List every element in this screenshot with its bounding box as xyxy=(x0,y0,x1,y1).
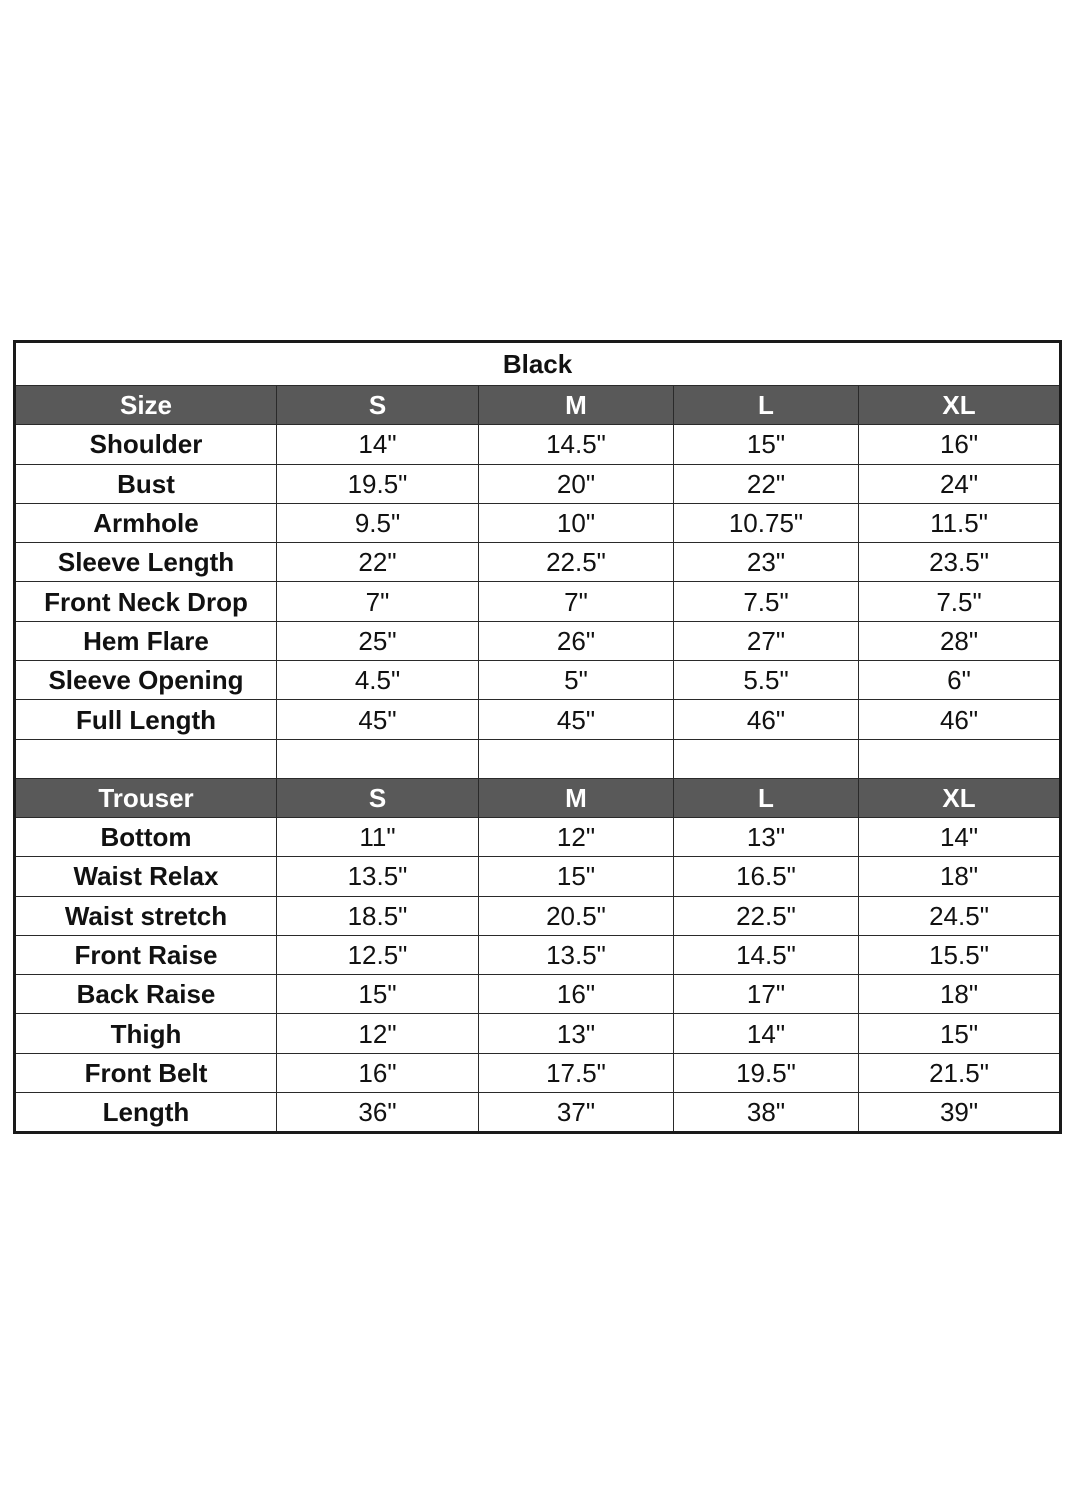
measurement-value: 17.5" xyxy=(479,1053,674,1092)
measurement-value: 13" xyxy=(674,817,859,856)
measurement-value: 10" xyxy=(479,503,674,542)
table-row xyxy=(15,661,1061,700)
measurement-value: 15.5" xyxy=(859,935,1061,974)
empty-cell xyxy=(277,739,479,778)
measurement-label: Bottom xyxy=(15,817,277,856)
measurement-value: 18.5" xyxy=(277,896,479,935)
measurement-value: 15" xyxy=(479,857,674,896)
table-row xyxy=(15,1014,1061,1053)
size-chart-body xyxy=(15,342,1061,1133)
table-row xyxy=(15,582,1061,621)
table-row xyxy=(15,503,1061,542)
measurement-value: 45" xyxy=(479,700,674,739)
measurement-value: 16.5" xyxy=(674,857,859,896)
measurement-value: 16" xyxy=(479,975,674,1014)
measurement-value: 5.5" xyxy=(674,661,859,700)
measurement-value: 45" xyxy=(277,700,479,739)
header-size-cell: XL xyxy=(859,386,1061,425)
measurement-value: 22" xyxy=(674,464,859,503)
header-size-cell: L xyxy=(674,386,859,425)
measurement-value: 14.5" xyxy=(479,425,674,464)
measurement-value: 25" xyxy=(277,621,479,660)
measurement-value: 7.5" xyxy=(674,582,859,621)
table-row xyxy=(15,935,1061,974)
measurement-value: 15" xyxy=(277,975,479,1014)
measurement-label: Sleeve Length xyxy=(15,543,277,582)
measurement-value: 20.5" xyxy=(479,896,674,935)
measurement-value: 18" xyxy=(859,857,1061,896)
measurement-value: 12" xyxy=(479,817,674,856)
size-header-row xyxy=(15,386,1061,425)
measurement-value: 19.5" xyxy=(277,464,479,503)
header-size-cell: S xyxy=(277,778,479,817)
table-row xyxy=(15,1093,1061,1133)
measurement-value: 16" xyxy=(859,425,1061,464)
measurement-value: 14" xyxy=(674,1014,859,1053)
measurement-label: Full Length xyxy=(15,700,277,739)
table-row xyxy=(15,621,1061,660)
table-row xyxy=(15,857,1061,896)
measurement-value: 46" xyxy=(674,700,859,739)
measurement-label: Bust xyxy=(15,464,277,503)
table-row xyxy=(15,975,1061,1014)
measurement-value: 22.5" xyxy=(674,896,859,935)
measurement-label: Front Neck Drop xyxy=(15,582,277,621)
measurement-value: 16" xyxy=(277,1053,479,1092)
measurement-value: 6" xyxy=(859,661,1061,700)
measurement-value: 14" xyxy=(277,425,479,464)
measurement-value: 24" xyxy=(859,464,1061,503)
measurement-value: 20" xyxy=(479,464,674,503)
measurement-value: 12" xyxy=(277,1014,479,1053)
measurement-label: Hem Flare xyxy=(15,621,277,660)
measurement-value: 13.5" xyxy=(479,935,674,974)
measurement-value: 5" xyxy=(479,661,674,700)
table-row xyxy=(15,425,1061,464)
measurement-label: Waist stretch xyxy=(15,896,277,935)
measurement-value: 7" xyxy=(479,582,674,621)
header-label-cell: Size xyxy=(15,386,277,425)
measurement-value: 37" xyxy=(479,1093,674,1133)
measurement-value: 28" xyxy=(859,621,1061,660)
table-row xyxy=(15,817,1061,856)
measurement-value: 10.75" xyxy=(674,503,859,542)
measurement-label: Shoulder xyxy=(15,425,277,464)
measurement-value: 9.5" xyxy=(277,503,479,542)
measurement-value: 19.5" xyxy=(674,1053,859,1092)
spacer-row xyxy=(15,739,1061,778)
empty-cell xyxy=(479,739,674,778)
measurement-value: 23" xyxy=(674,543,859,582)
measurement-label: Thigh xyxy=(15,1014,277,1053)
header-size-cell: M xyxy=(479,386,674,425)
measurement-value: 22.5" xyxy=(479,543,674,582)
measurement-label: Back Raise xyxy=(15,975,277,1014)
measurement-value: 46" xyxy=(859,700,1061,739)
measurement-value: 21.5" xyxy=(859,1053,1061,1092)
measurement-value: 4.5" xyxy=(277,661,479,700)
measurement-value: 23.5" xyxy=(859,543,1061,582)
measurement-label: Length xyxy=(15,1093,277,1133)
measurement-value: 24.5" xyxy=(859,896,1061,935)
measurement-value: 11.5" xyxy=(859,503,1061,542)
measurement-value: 38" xyxy=(674,1093,859,1133)
measurement-value: 36" xyxy=(277,1093,479,1133)
measurement-value: 7.5" xyxy=(859,582,1061,621)
measurement-label: Waist Relax xyxy=(15,857,277,896)
measurement-value: 39" xyxy=(859,1093,1061,1133)
table-row xyxy=(15,700,1061,739)
measurement-value: 11" xyxy=(277,817,479,856)
measurement-label: Front Belt xyxy=(15,1053,277,1092)
measurement-value: 7" xyxy=(277,582,479,621)
measurement-label: Front Raise xyxy=(15,935,277,974)
measurement-value: 15" xyxy=(859,1014,1061,1053)
empty-cell xyxy=(15,739,277,778)
measurement-label: Sleeve Opening xyxy=(15,661,277,700)
header-size-cell: XL xyxy=(859,778,1061,817)
table-title: Black xyxy=(15,342,1061,386)
empty-cell xyxy=(859,739,1061,778)
measurement-value: 18" xyxy=(859,975,1061,1014)
measurement-value: 14.5" xyxy=(674,935,859,974)
measurement-value: 15" xyxy=(674,425,859,464)
header-size-cell: L xyxy=(674,778,859,817)
empty-cell xyxy=(674,739,859,778)
measurement-value: 17" xyxy=(674,975,859,1014)
measurement-value: 13" xyxy=(479,1014,674,1053)
size-chart-table xyxy=(13,340,1062,1134)
measurement-value: 26" xyxy=(479,621,674,660)
trouser-header-row xyxy=(15,778,1061,817)
measurement-value: 14" xyxy=(859,817,1061,856)
measurement-value: 13.5" xyxy=(277,857,479,896)
table-row xyxy=(15,464,1061,503)
table-row xyxy=(15,896,1061,935)
header-size-cell: S xyxy=(277,386,479,425)
header-size-cell: M xyxy=(479,778,674,817)
table-row xyxy=(15,543,1061,582)
measurement-value: 27" xyxy=(674,621,859,660)
measurement-value: 22" xyxy=(277,543,479,582)
title-row xyxy=(15,342,1061,386)
measurement-label: Armhole xyxy=(15,503,277,542)
table-row xyxy=(15,1053,1061,1092)
header-label-cell: Trouser xyxy=(15,778,277,817)
measurement-value: 12.5" xyxy=(277,935,479,974)
